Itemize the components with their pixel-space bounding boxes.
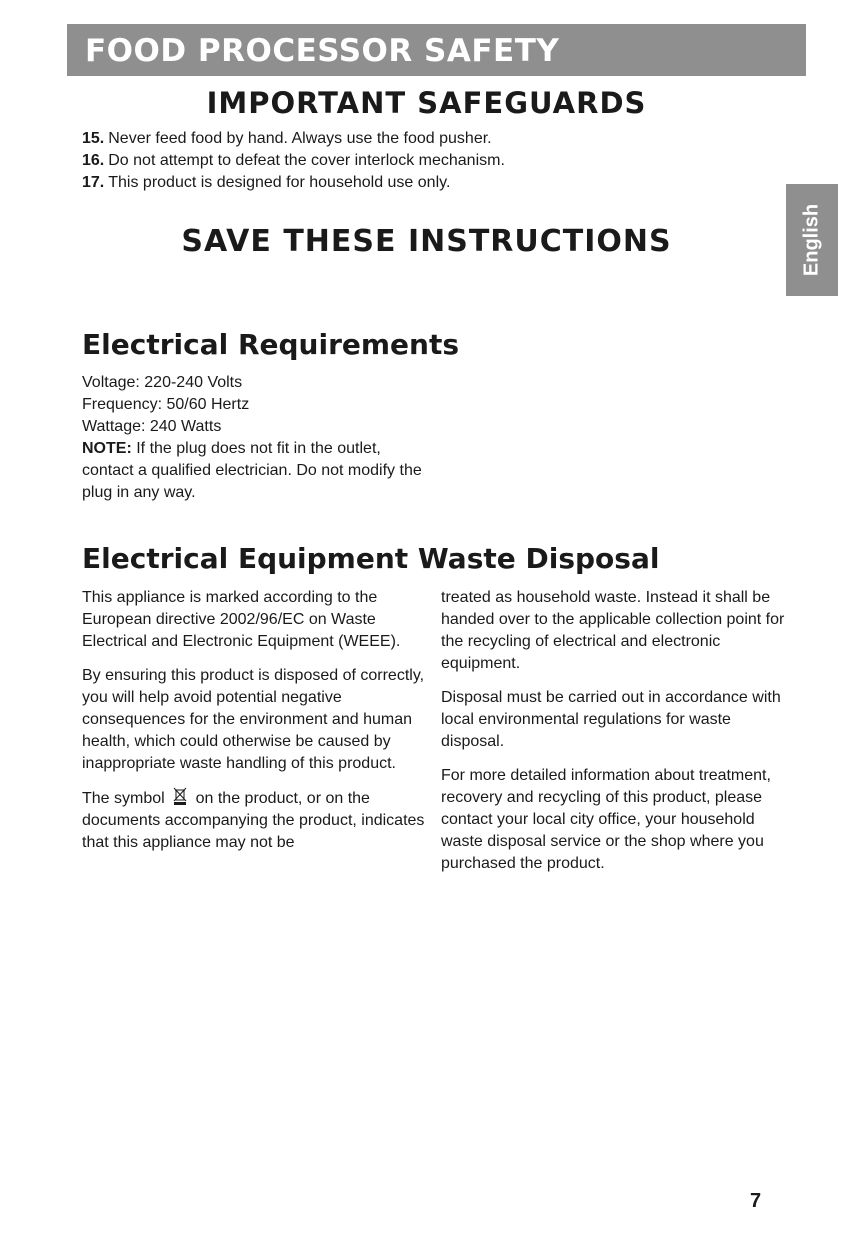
item-text: This product is designed for household use only.: [108, 174, 451, 191]
weee-paragraph: This appliance is marked according to the European directive 2002/96/EC on Waste Electrical and Electronic Equipment (WEEE).: [82, 589, 401, 650]
symbol-paragraph: [82, 787, 427, 854]
disposal-right-column: [441, 587, 786, 887]
page-number: 7: [750, 1190, 762, 1212]
item-text: Never feed food by hand. Always use the food pusher.: [108, 130, 492, 147]
banner-title: FOOD PROCESSOR SAFETY: [85, 33, 560, 69]
language-tab: [786, 184, 838, 296]
language-tab-label: English: [800, 203, 823, 277]
electrical-requirements-heading: Electrical Requirements: [82, 328, 460, 361]
regulations-paragraph: Disposal must be carried out in accordance with local environmental regulations for waste disposal.: [441, 689, 781, 750]
list-item: [82, 128, 505, 150]
frequency-spec: Frequency: 50/60 Hertz: [82, 396, 250, 413]
item-number: 17.: [82, 174, 105, 191]
section-banner: [67, 24, 806, 76]
save-instructions-heading: SAVE THESE INSTRUCTIONS: [181, 224, 672, 259]
electrical-specs: [82, 372, 432, 504]
household-waste-paragraph: treated as household waste. Instead it shall be handed over to the applicable collection point for the recycling of electrical and electronic equipment.: [441, 589, 785, 672]
important-safeguards-heading: IMPORTANT SAFEGUARDS: [206, 86, 647, 120]
more-info-paragraph: For more detailed information about treatment, recovery and recycling of this product, please contact your local city office, your household waste disposal service or the shop where you purchased the product.: [441, 767, 771, 872]
item-text: Do not attempt to defeat the cover interlock mechanism.: [108, 152, 505, 169]
list-item: [82, 172, 505, 194]
item-number: 16.: [82, 152, 105, 169]
safeguards-list: [82, 128, 505, 194]
crossed-out-bin-icon: [173, 787, 187, 805]
wattage-spec: Wattage: 240 Watts: [82, 418, 222, 435]
item-number: 15.: [82, 130, 105, 147]
note-text: If the plug does not fit in the outlet, contact a qualified electrician. Do not modify the plug in any way.: [82, 440, 422, 501]
list-item: [82, 150, 505, 172]
disposal-benefit-paragraph: By ensuring this product is disposed of correctly, you will help avoid potential negative consequences for the environment and human health, which could otherwise be caused by inappropriate waste handling of this product.: [82, 667, 425, 772]
disposal-left-column: [82, 587, 427, 866]
waste-disposal-heading: Electrical Equipment Waste Disposal: [82, 542, 660, 575]
note-paragraph: [82, 438, 432, 504]
note-label: NOTE:: [82, 440, 132, 457]
symbol-text-before: The symbol: [82, 790, 165, 807]
voltage-spec: Voltage: 220-240 Volts: [82, 374, 243, 391]
symbol-text-after: on the product, or on the documents accompanying the product, indicates that this appliance may not be: [82, 790, 425, 851]
